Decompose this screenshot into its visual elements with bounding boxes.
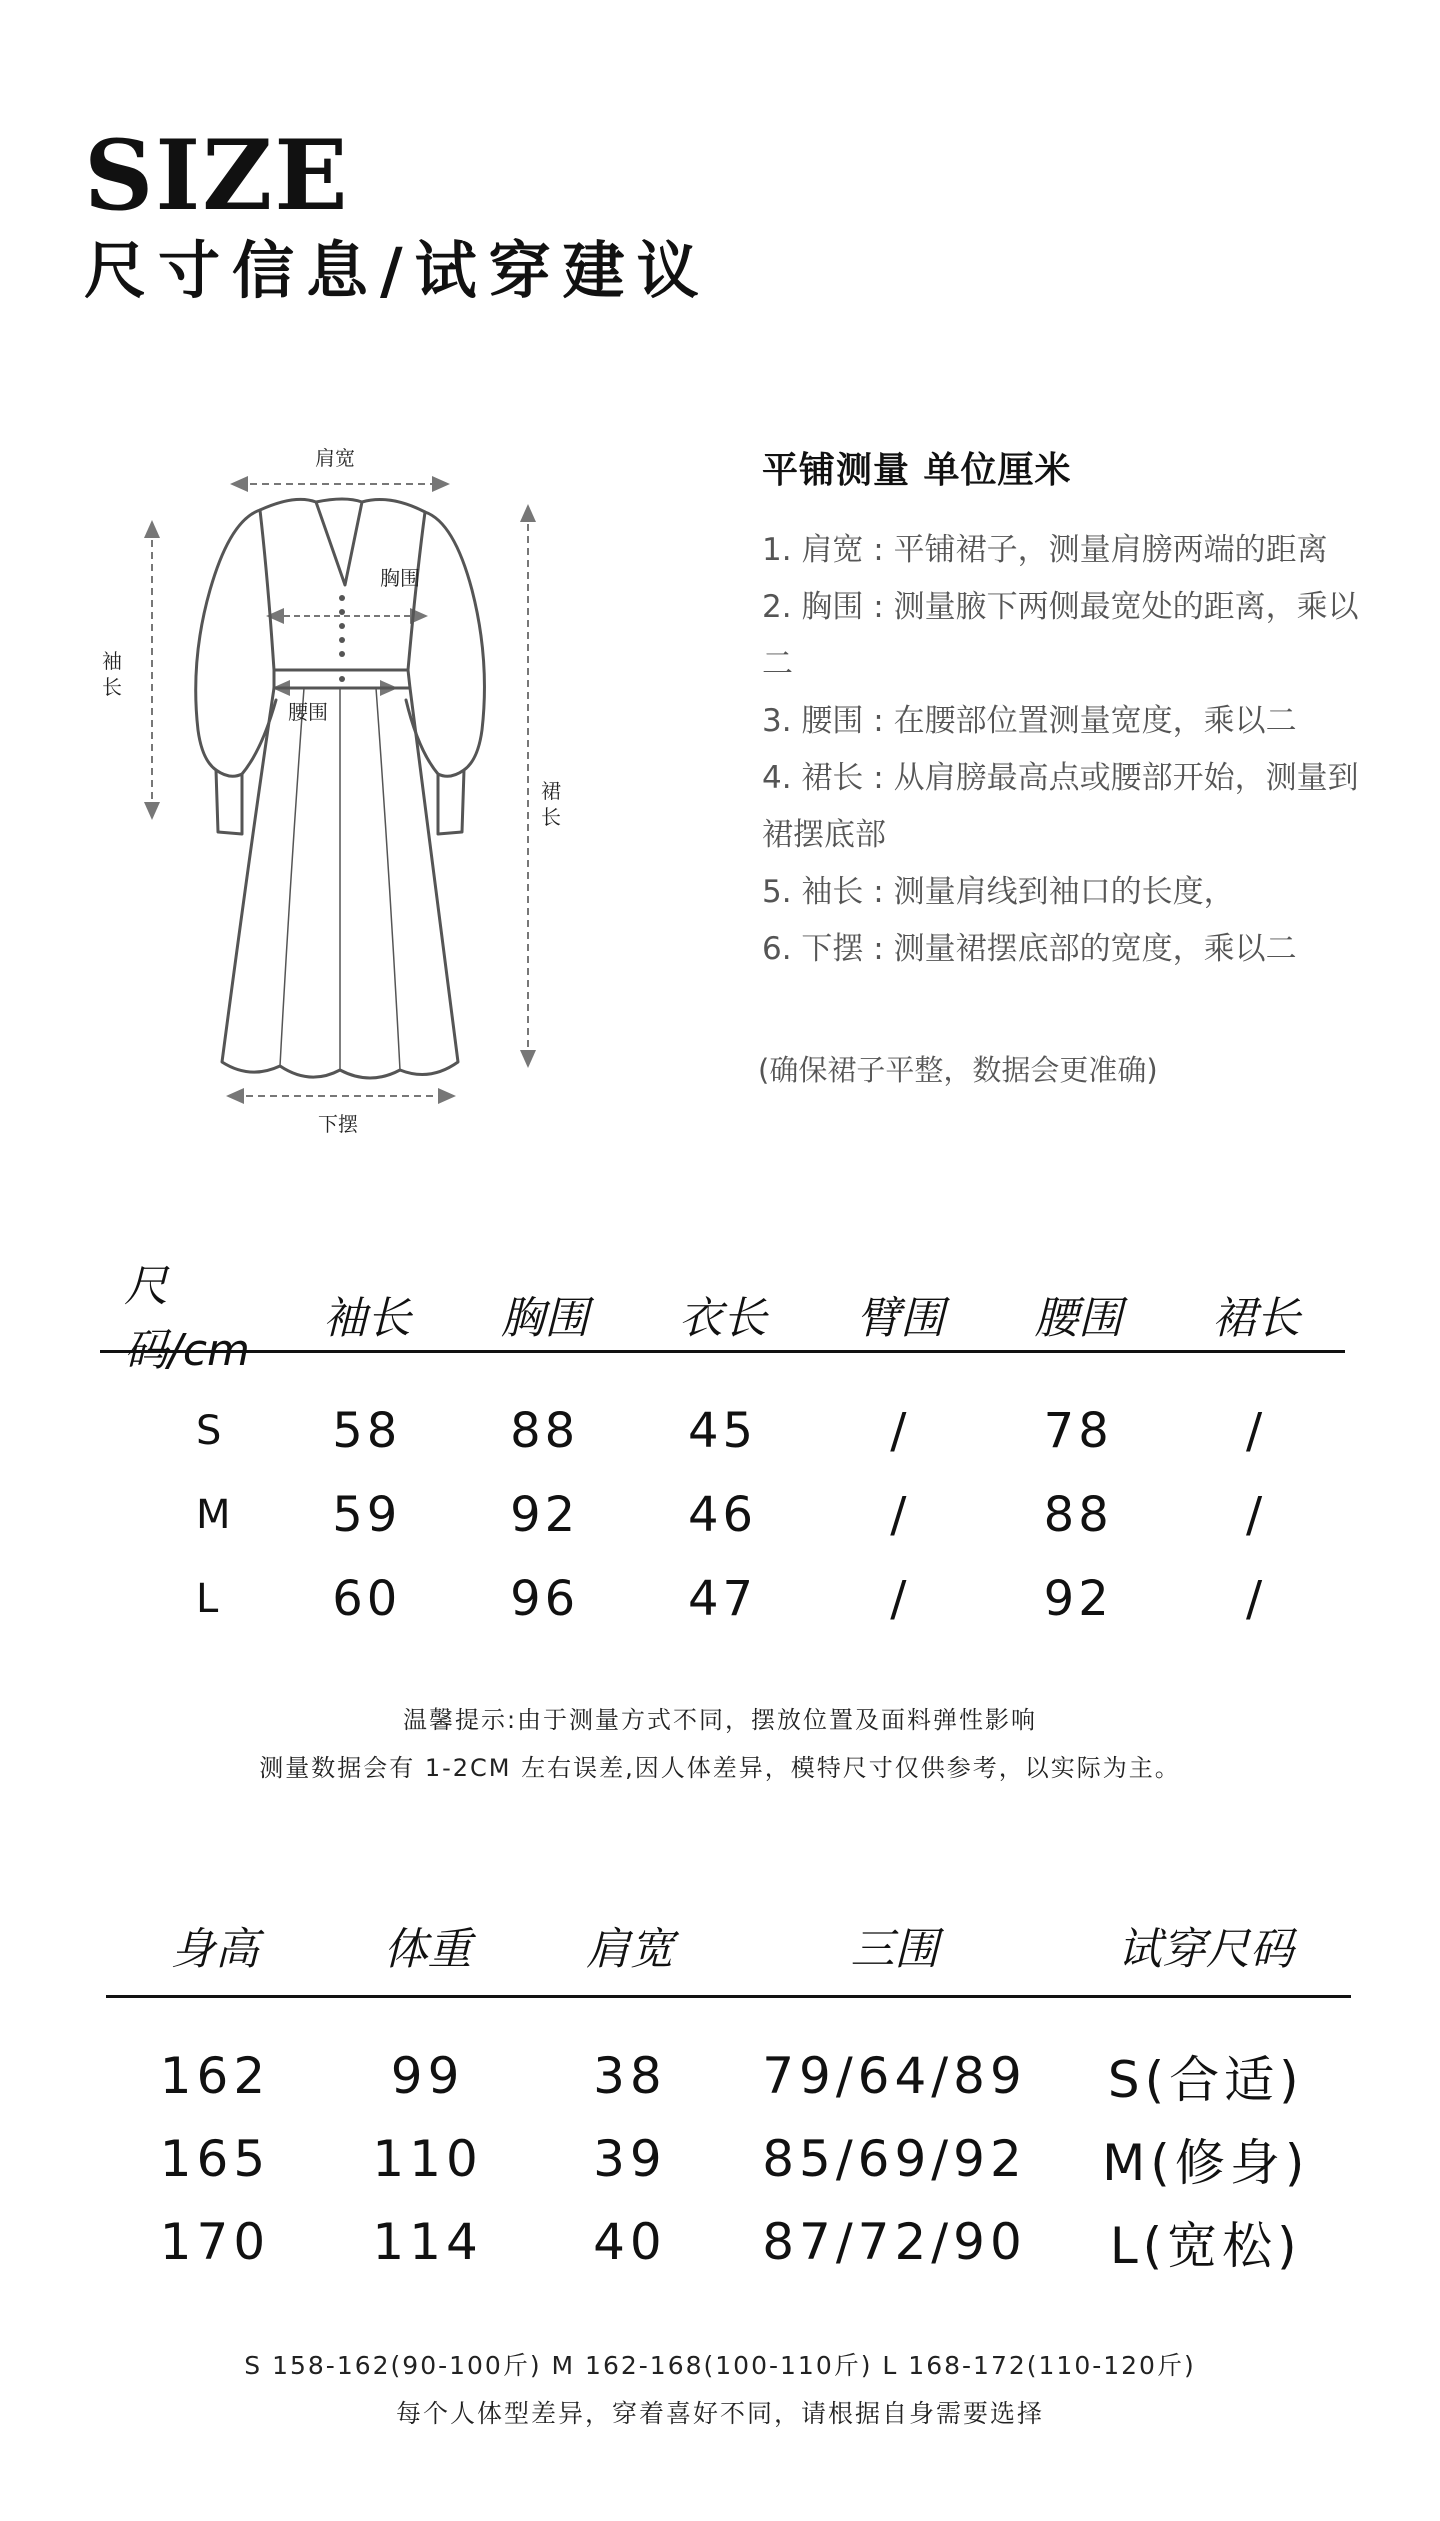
table-cell: 46 bbox=[687, 1487, 758, 1543]
table-cell: 99 bbox=[390, 2046, 465, 2105]
table-cell: 60 bbox=[332, 1571, 402, 1627]
table-row bbox=[100, 1557, 1345, 1641]
measure-item: 2. 胸围 : 测量腋下两侧最宽处的距离，乘以二 bbox=[762, 589, 1359, 682]
table-cell: 47 bbox=[687, 1571, 758, 1627]
size-table-header bbox=[100, 1250, 1345, 1376]
table-cell: / bbox=[1245, 1403, 1267, 1459]
label-waist: 腰围 bbox=[288, 700, 328, 724]
title-en: SIZE bbox=[84, 119, 350, 232]
table-cell: 87/72/90 bbox=[762, 2212, 1027, 2271]
table-row bbox=[100, 1389, 1345, 1473]
tip-line-1: 温馨提示:由于测量方式不同，摆放位置及面料弹性影响 bbox=[402, 1706, 1038, 1734]
table-cell: 88 bbox=[510, 1403, 580, 1459]
column-header: 试穿尺码 bbox=[1117, 1924, 1294, 1975]
table-cell: 59 bbox=[332, 1487, 402, 1543]
table-cell: 165 bbox=[159, 2129, 271, 2188]
table-row bbox=[106, 2034, 1351, 2117]
table-row bbox=[106, 2200, 1351, 2283]
table-cell: L(宽松) bbox=[1109, 2216, 1302, 2275]
label-chest: 胸围 bbox=[380, 566, 420, 590]
table-cell: S(合适) bbox=[1107, 2050, 1304, 2109]
table-row bbox=[100, 1473, 1345, 1557]
tip-line-2: 测量数据会有 1-2CM 左右误差,因人体差异，模特尺寸仅供参考，以实际为主。 bbox=[259, 1754, 1181, 1782]
table-cell: 170 bbox=[159, 2212, 271, 2271]
table-cell: 92 bbox=[510, 1487, 580, 1543]
table-cell: / bbox=[890, 1403, 911, 1459]
dress-diagram bbox=[90, 430, 570, 1160]
column-header: 袖长 bbox=[322, 1293, 411, 1344]
table-cell: 79/64/89 bbox=[762, 2046, 1027, 2105]
table-cell: / bbox=[1245, 1487, 1267, 1543]
measure-heading: 平铺测量 单位厘米 bbox=[762, 450, 1072, 491]
column-header: 胸围 bbox=[500, 1293, 589, 1344]
table-cell: 39 bbox=[593, 2129, 667, 2188]
column-header: 衣长 bbox=[678, 1293, 767, 1344]
table-cell: 114 bbox=[372, 2212, 483, 2271]
measure-item: 6. 下摆 : 测量裙摆底部的宽度，乘以二 bbox=[762, 931, 1297, 967]
table-cell: M(修身) bbox=[1102, 2133, 1310, 2192]
measure-item: 5. 袖长 : 测量肩线到袖口的长度， bbox=[762, 874, 1235, 910]
table-cell: 40 bbox=[593, 2212, 667, 2271]
table-cell: / bbox=[890, 1487, 911, 1543]
column-header: 肩宽 bbox=[585, 1924, 674, 1975]
table-cell: M bbox=[196, 1492, 235, 1538]
table-cell: 88 bbox=[1043, 1487, 1113, 1543]
label-skirt: 裙长 bbox=[541, 779, 561, 829]
label-sleeve: 袖长 bbox=[102, 649, 122, 699]
table-cell: S bbox=[196, 1408, 226, 1454]
fit-table-header bbox=[106, 1895, 1351, 1995]
table-cell: 45 bbox=[687, 1403, 758, 1459]
table-cell: 38 bbox=[593, 2046, 667, 2105]
fit-advice-note: 每个人体型差异，穿着喜好不同，请根据自身需要选择 bbox=[395, 2399, 1044, 2428]
table-cell: 85/69/92 bbox=[762, 2129, 1027, 2188]
table-cell: 78 bbox=[1043, 1403, 1113, 1459]
table-row bbox=[106, 2117, 1351, 2200]
measure-item: 4. 裙长 : 从肩膀最高点或腰部开始，测量到裙摆底部 bbox=[762, 760, 1359, 853]
table-cell: / bbox=[1245, 1571, 1267, 1627]
measure-item: 3. 腰围 : 在腰部位置测量宽度，乘以二 bbox=[762, 703, 1297, 739]
table-cell: 110 bbox=[372, 2129, 483, 2188]
measure-note: (确保裙子平整，数据会更准确) bbox=[758, 1053, 1158, 1087]
table-cell: L bbox=[196, 1576, 223, 1622]
table-cell: 92 bbox=[1043, 1571, 1113, 1627]
column-header: 腰围 bbox=[1034, 1293, 1123, 1344]
table-cell: 58 bbox=[332, 1403, 402, 1459]
fit-table bbox=[106, 1895, 1351, 2283]
size-range-note: S 158-162(90-100斤) M 162-168(100-110斤) L 168-172(110-120斤) bbox=[244, 2351, 1196, 2380]
column-header: 体重 bbox=[383, 1924, 472, 1975]
table-cell: / bbox=[890, 1571, 911, 1627]
measure-item: 1. 肩宽 : 平铺裙子，测量肩膀两端的距离 bbox=[762, 532, 1328, 568]
label-shoulder: 肩宽 bbox=[315, 446, 355, 470]
size-table bbox=[100, 1250, 1345, 1641]
column-header: 臂围 bbox=[856, 1293, 945, 1344]
column-header: 三围 bbox=[850, 1924, 939, 1975]
column-header: 尺码/cm bbox=[124, 1261, 250, 1376]
dress-illustration bbox=[90, 430, 570, 1160]
title-cn: 尺寸信息/试穿建议 bbox=[84, 234, 711, 307]
table-cell: 162 bbox=[159, 2046, 271, 2105]
label-hem: 下摆 bbox=[318, 1112, 358, 1136]
column-header: 裙长 bbox=[1212, 1293, 1301, 1344]
measure-list bbox=[762, 522, 1362, 978]
column-header: 身高 bbox=[170, 1924, 259, 1975]
table-cell: 96 bbox=[510, 1571, 580, 1627]
